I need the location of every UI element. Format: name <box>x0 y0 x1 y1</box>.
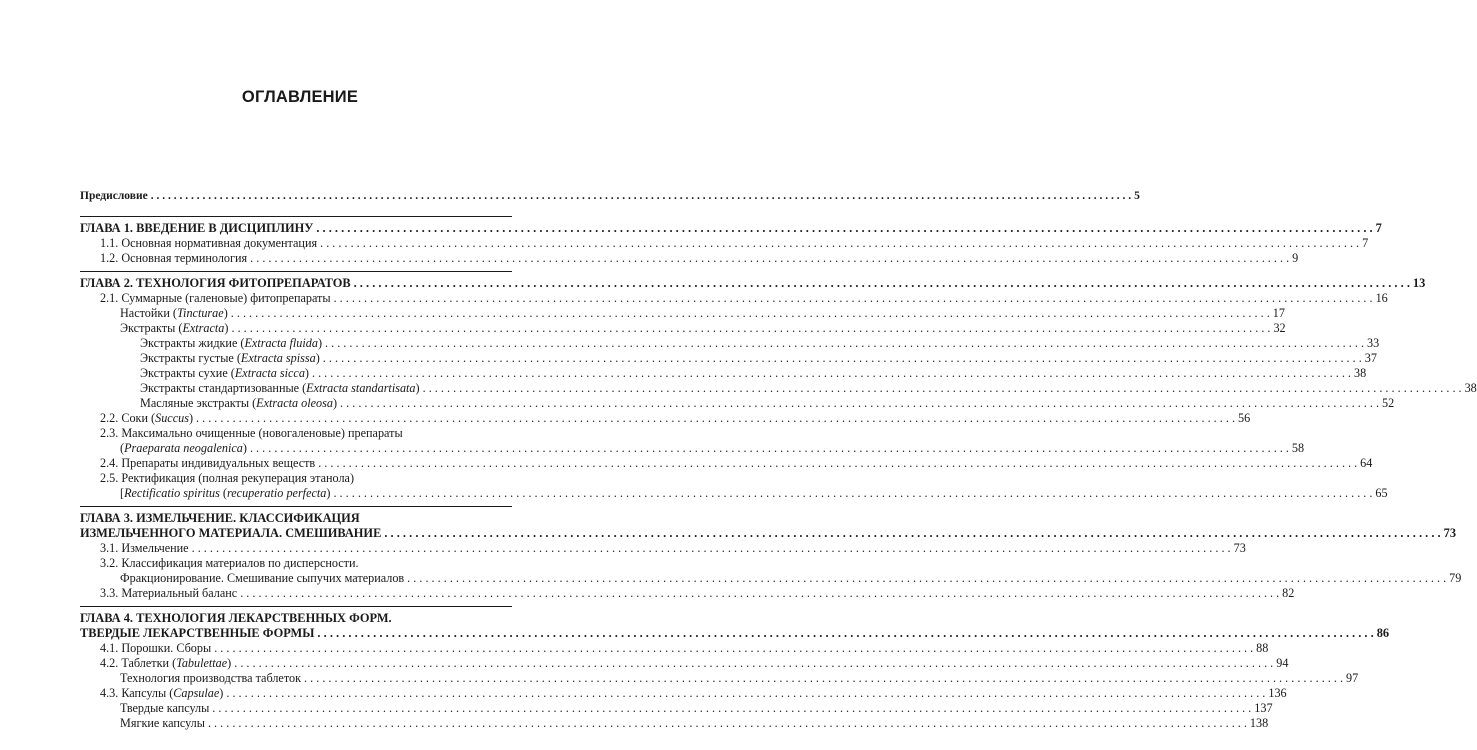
toc-entry-label: 3.3. Материальный баланс <box>100 586 238 600</box>
toc-entry[interactable] <box>80 306 1285 321</box>
toc-entry-label: Мягкие капсулы <box>120 716 205 730</box>
toc-page-number: 94 <box>1276 656 1289 670</box>
leader-dots <box>212 701 1251 716</box>
toc-entry[interactable] <box>80 571 1462 586</box>
divider <box>80 271 512 272</box>
toc-entry-label: 1.1. Основная нормативная документация <box>100 236 318 250</box>
toc-page-number: 37 <box>1364 351 1377 365</box>
toc-page-number: 58 <box>1291 441 1305 455</box>
toc-entry-label: (Praeparata neogalenica) <box>120 441 247 455</box>
toc-entry-first-line[interactable]: 3.2. Классификация материалов по дисперсности. <box>100 556 359 570</box>
leader-dots <box>340 396 1379 411</box>
toc-entry-label: Масляные экстракты (Extracta oleosa) <box>140 396 338 410</box>
toc-entry-label: Предисловие <box>80 190 148 202</box>
toc-entry-label: 3.1. Измельчение <box>100 541 189 555</box>
toc-entry-preface[interactable] <box>80 189 1140 204</box>
chapter-heading-line1[interactable]: ГЛАВА 4. ТЕХНОЛОГИЯ ЛЕКАРСТВЕННЫХ ФОРМ. <box>80 611 392 625</box>
toc-entry-first-line[interactable]: 2.5. Ректификация (полная рекуперация этанола) <box>100 471 355 485</box>
leader-dots <box>354 276 1410 291</box>
toc-page-number: 137 <box>1254 701 1273 715</box>
toc-entry[interactable] <box>80 441 1305 456</box>
toc-entry[interactable] <box>80 586 1295 601</box>
page-title: ОГЛАВЛЕНИЕ <box>241 88 359 106</box>
toc-entry[interactable] <box>80 656 1289 671</box>
leader-dots <box>231 306 1270 321</box>
toc-chapter-1[interactable] <box>80 221 1382 236</box>
toc-entry-label: 4.3. Капсулы (Capsulae) <box>100 686 224 700</box>
leader-dots <box>423 381 1462 396</box>
toc-page-number: 64 <box>1360 456 1373 470</box>
toc-entry[interactable] <box>80 541 1246 556</box>
divider <box>80 606 512 607</box>
leader-dots <box>250 251 1289 266</box>
leader-dots <box>320 236 1359 251</box>
toc-entry[interactable] <box>80 396 1395 411</box>
toc-entry-label: 1.2. Основная терминология <box>100 251 248 265</box>
toc-entry[interactable] <box>80 486 1388 501</box>
toc-entry[interactable] <box>80 321 1286 336</box>
leader-dots <box>231 321 1270 336</box>
leader-dots <box>333 486 1372 501</box>
toc-entry-label: Технология производства таблеток <box>120 671 302 685</box>
chapter-heading-line1[interactable]: ГЛАВА 3. ИЗМЕЛЬЧЕНИЕ. КЛАССИФИКАЦИЯ <box>80 511 360 525</box>
toc-entry[interactable] <box>80 366 1367 381</box>
toc-page-number: 52 <box>1382 396 1395 410</box>
toc-entry[interactable] <box>80 381 1477 396</box>
toc-entry[interactable] <box>80 291 1388 306</box>
toc-entry-label: 2.2. Соки (Succus) <box>100 411 194 425</box>
leader-dots <box>250 441 1289 456</box>
toc-page-number: 79 <box>1449 571 1462 585</box>
toc-entry[interactable] <box>80 456 1373 471</box>
toc-page-number: 136 <box>1268 686 1287 700</box>
toc-page-number: 86 <box>1376 626 1390 640</box>
toc-entry-label: 2.4. Препараты индивидуальных веществ <box>100 456 316 470</box>
divider <box>80 216 512 217</box>
leader-dots <box>240 586 1279 601</box>
toc-entry-label: 4.2. Таблетки (Tabulettae) <box>100 656 232 670</box>
toc-page-number: 38 <box>1464 381 1477 395</box>
toc-entry-label: Твердые капсулы <box>120 701 210 715</box>
leader-dots <box>384 526 1440 541</box>
toc-chapter-4[interactable] <box>80 626 1390 641</box>
toc-page-number: 16 <box>1375 291 1388 305</box>
toc-entry[interactable] <box>80 251 1299 266</box>
leader-dots <box>208 716 1247 731</box>
toc-entry-label: Экстракты сухие (Extracta sicca) <box>140 366 309 380</box>
toc-page-number: 56 <box>1238 411 1251 425</box>
leader-dots <box>226 686 1265 701</box>
toc-entry[interactable] <box>80 351 1377 366</box>
leader-dots <box>214 641 1253 656</box>
toc-entry[interactable] <box>80 716 1269 731</box>
leader-dots <box>316 221 1372 236</box>
chapter-heading: ГЛАВА 1. ВВЕДЕНИЕ В ДИСЦИПЛИНУ <box>80 221 314 235</box>
toc-page-number: 9 <box>1292 251 1299 265</box>
toc-entry[interactable] <box>80 671 1359 686</box>
toc-chapter-2[interactable] <box>80 276 1426 291</box>
toc-page-number: 88 <box>1256 641 1269 655</box>
divider <box>80 506 512 507</box>
toc-entry-label: Экстракты жидкие (Extracta fluida) <box>140 336 322 350</box>
toc-chapter-3[interactable] <box>80 526 1457 541</box>
toc-page-number: 13 <box>1412 276 1426 290</box>
toc-entry-label: Экстракты (Extracta) <box>120 321 229 335</box>
leader-dots <box>407 571 1446 586</box>
leader-dots <box>323 351 1362 366</box>
toc-page-number: 33 <box>1366 336 1380 350</box>
toc-page-number: 73 <box>1443 526 1457 540</box>
leader-dots <box>334 291 1373 306</box>
toc-entry-label: [Rectificatio spiritus (recuperatio perfecta) <box>120 486 331 500</box>
toc-entry[interactable] <box>80 686 1287 701</box>
toc-entry-label: Настойки (Tincturae) <box>120 306 228 320</box>
leader-dots <box>312 366 1351 381</box>
toc-entry[interactable] <box>80 641 1269 656</box>
toc-page-number: 7 <box>1375 221 1382 235</box>
toc-entry[interactable] <box>80 336 1380 351</box>
toc-page-number: 5 <box>1134 190 1140 202</box>
toc-page-number: 65 <box>1375 486 1388 500</box>
leader-dots <box>304 671 1343 686</box>
leader-dots <box>317 626 1373 641</box>
leader-dots <box>196 411 1235 426</box>
leader-dots <box>192 541 1231 556</box>
toc-entry-label: Экстракты стандартизованные (Extracta standartisata) <box>140 381 420 395</box>
toc-page-number: 82 <box>1282 586 1295 600</box>
chapter-heading: ТВЕРДЫЕ ЛЕКАРСТВЕННЫЕ ФОРМЫ <box>80 626 315 640</box>
leader-dots <box>318 456 1357 471</box>
leader-dots <box>325 336 1364 351</box>
chapter-heading: ИЗМЕЛЬЧЕННОГО МАТЕРИАЛА. СМЕШИВАНИЕ <box>80 526 382 540</box>
toc-page-number: 138 <box>1249 716 1269 730</box>
toc-page-number: 17 <box>1272 306 1285 320</box>
toc-entry-label: Экстракты густые (Extracta spissa) <box>140 351 320 365</box>
toc-page-number: 97 <box>1346 671 1359 685</box>
toc-entry-label: 4.1. Порошки. Сборы <box>100 641 212 655</box>
toc-entry-first-line[interactable]: 2.3. Максимально очищенные (новогаленовые) препараты <box>100 426 403 440</box>
leader-dots <box>234 656 1273 671</box>
toc-entry-label: 2.1. Суммарные (галеновые) фитопрепараты <box>100 291 331 305</box>
toc-page-number: 38 <box>1353 366 1367 380</box>
leader-dots <box>151 189 1131 204</box>
toc-entry[interactable] <box>80 701 1273 716</box>
toc-entry[interactable] <box>80 236 1369 251</box>
chapter-heading: ГЛАВА 2. ТЕХНОЛОГИЯ ФИТОПРЕПАРАТОВ <box>80 276 351 290</box>
toc-page-number: 73 <box>1233 541 1246 555</box>
toc-page-number: 7 <box>1362 236 1369 250</box>
toc-page-number: 32 <box>1273 321 1286 335</box>
table-of-contents <box>80 189 1477 731</box>
toc-entry[interactable] <box>80 411 1251 426</box>
toc-entry-label: Фракционирование. Смешивание сыпучих материалов <box>120 571 405 585</box>
